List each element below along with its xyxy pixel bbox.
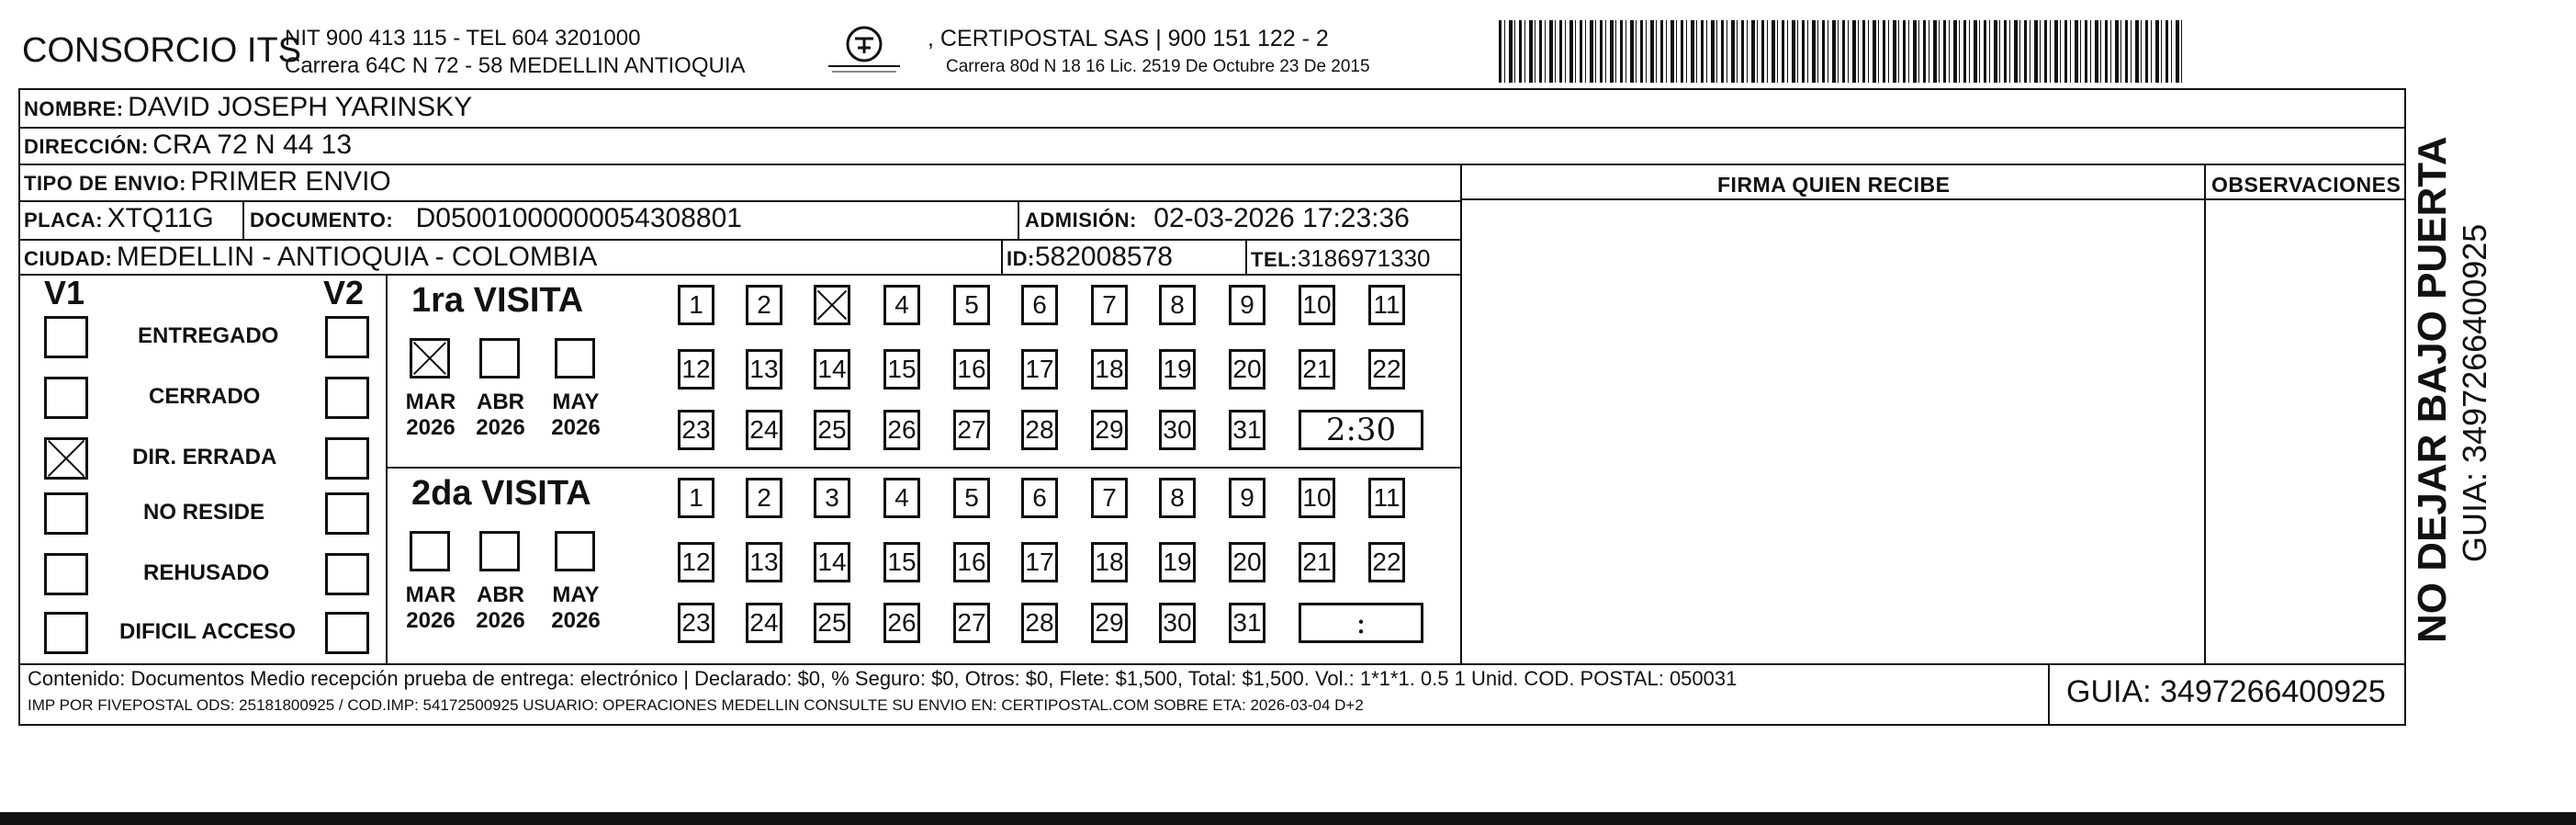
placa-label: PLACA: bbox=[24, 209, 104, 232]
month-checkbox[interactable] bbox=[479, 531, 520, 571]
month-label: MAY 2026 bbox=[551, 390, 601, 440]
day-box[interactable]: 7 bbox=[1091, 285, 1128, 325]
carrier-address: Carrera 80d N 18 16 Lic. 2519 De Octubre 23 De 2015 bbox=[946, 57, 1370, 76]
placa-cell bbox=[24, 203, 214, 234]
v2-checkbox[interactable] bbox=[325, 437, 369, 480]
company-address: Carrera 64C N 72 - 58 MEDELLIN ANTIOQUIA bbox=[285, 53, 746, 78]
barcode bbox=[1499, 20, 2183, 83]
day-box[interactable]: 17 bbox=[1021, 542, 1058, 582]
day-box[interactable]: 12 bbox=[678, 542, 714, 582]
day-box[interactable]: 26 bbox=[883, 410, 920, 450]
day-box[interactable]: 21 bbox=[1299, 349, 1335, 390]
observaciones-area[interactable] bbox=[2208, 202, 2402, 661]
direccion-label: DIRECCIÓN: bbox=[24, 135, 149, 158]
nombre-row bbox=[24, 92, 472, 123]
day-box[interactable]: 24 bbox=[746, 603, 782, 643]
day-box[interactable]: 3 bbox=[814, 478, 850, 518]
v1-checkbox[interactable] bbox=[44, 377, 88, 419]
ciudad-value: MEDELLIN - ANTIOQUIA - COLOMBIA bbox=[116, 242, 598, 272]
company-name: CONSORCIO ITS bbox=[22, 31, 302, 70]
direccion-row bbox=[24, 130, 352, 161]
ciudad-cell bbox=[24, 242, 597, 273]
admision-label: ADMISIÓN: bbox=[1025, 209, 1137, 232]
day-box[interactable]: 21 bbox=[1299, 542, 1335, 582]
day-box[interactable]: 25 bbox=[814, 603, 850, 643]
month-checkbox[interactable] bbox=[410, 531, 450, 571]
status-option-label: CERRADO bbox=[149, 384, 261, 409]
day-box[interactable]: 19 bbox=[1159, 349, 1196, 390]
day-box[interactable]: 15 bbox=[883, 349, 920, 390]
bottom-band bbox=[0, 812, 2576, 825]
day-box[interactable]: 20 bbox=[1229, 542, 1266, 582]
day-box[interactable]: 14 bbox=[814, 349, 850, 390]
day-box[interactable]: 30 bbox=[1159, 410, 1196, 450]
footer-imp: IMP POR FIVEPOSTAL ODS: 25181800925 / COD.IMP: 54172500925 USUARIO: OPERACIONES MEDELLIN CONSULTE SU ENVIO EN: CERTIPOSTAL.COM SOBRE ETA: 2026-03-04 D+2 bbox=[28, 696, 1364, 714]
status-option-label: DIFICIL ACCESO bbox=[119, 619, 297, 644]
no-dejar-bajo-puerta: NO DEJAR BAJO PUERTA bbox=[2410, 136, 2455, 643]
day-box[interactable]: 26 bbox=[883, 603, 920, 643]
direccion-value: CRA 72 N 44 13 bbox=[152, 130, 353, 160]
day-box[interactable]: 27 bbox=[953, 410, 990, 450]
documento-value: D05001000000054308801 bbox=[415, 203, 742, 233]
day-box[interactable] bbox=[814, 285, 850, 325]
observaciones-label: OBSERVACIONES bbox=[2211, 173, 2402, 197]
day-box[interactable]: 6 bbox=[1021, 285, 1058, 325]
carrier-name: , CERTIPOSTAL SAS | 900 151 122 - 2 bbox=[928, 26, 1329, 51]
day-box[interactable]: 16 bbox=[953, 542, 990, 582]
v2-checkbox[interactable] bbox=[325, 492, 369, 535]
day-box[interactable]: 23 bbox=[678, 410, 714, 450]
day-box[interactable]: 4 bbox=[883, 285, 920, 325]
v2-checkbox[interactable] bbox=[325, 553, 369, 595]
month-label: MAY 2026 bbox=[551, 582, 601, 633]
certipostal-logo bbox=[823, 24, 906, 81]
second-visit-title: 2da VISITA bbox=[411, 474, 591, 513]
day-box[interactable]: 31 bbox=[1229, 410, 1266, 450]
side-guia: GUIA: 3497266400925 bbox=[2456, 223, 2493, 562]
day-box[interactable]: 29 bbox=[1091, 410, 1128, 450]
day-box[interactable]: 17 bbox=[1021, 349, 1058, 390]
day-box[interactable]: 5 bbox=[953, 478, 990, 518]
v1-label: V1 bbox=[44, 274, 85, 311]
day-box[interactable]: 9 bbox=[1229, 285, 1266, 325]
day-box[interactable]: 8 bbox=[1159, 285, 1196, 325]
day-box[interactable]: 2 bbox=[746, 285, 782, 325]
v2-label: V2 bbox=[323, 274, 365, 311]
company-nit: NIT 900 413 115 - TEL 604 3201000 bbox=[285, 26, 641, 51]
footer-contenido: Contenido: Documentos Medio recepción prueba de entrega: electrónico | Declarado: $0, % Seguro: $0, Otros: $0, Flete: $1,500, Total: $1,500. Vol.: 1*1*1. 0.5 1 Unid. COD. POSTAL: 050031 bbox=[28, 667, 1738, 690]
id-value: 582008578 bbox=[1034, 242, 1173, 272]
day-box[interactable]: 9 bbox=[1229, 478, 1266, 518]
day-box[interactable]: 20 bbox=[1229, 349, 1266, 390]
day-box[interactable]: 5 bbox=[953, 285, 990, 325]
tel-value: 3186971330 bbox=[1297, 244, 1431, 272]
time-box[interactable]: 2:30 bbox=[1299, 410, 1423, 450]
month-checkbox[interactable] bbox=[555, 338, 595, 379]
day-box[interactable]: 28 bbox=[1021, 410, 1058, 450]
nombre-value: DAVID JOSEPH YARINSKY bbox=[128, 92, 473, 122]
id-cell bbox=[1007, 242, 1173, 273]
status-option-label: ENTREGADO bbox=[138, 323, 279, 348]
v1-checkbox[interactable] bbox=[44, 437, 88, 480]
month-label: MAR 2026 bbox=[405, 582, 456, 633]
month-checkbox[interactable] bbox=[479, 338, 520, 379]
first-visit-title: 1ra VISITA bbox=[411, 281, 584, 320]
time-box[interactable]: : bbox=[1299, 603, 1423, 643]
day-box[interactable]: 30 bbox=[1159, 603, 1196, 643]
day-box[interactable]: 4 bbox=[883, 478, 920, 518]
v2-checkbox[interactable] bbox=[325, 377, 369, 419]
day-box[interactable]: 2 bbox=[746, 478, 782, 518]
day-box[interactable]: 19 bbox=[1159, 542, 1196, 582]
day-box[interactable]: 28 bbox=[1021, 603, 1058, 643]
day-box[interactable]: 24 bbox=[746, 410, 782, 450]
month-label: ABR 2026 bbox=[476, 582, 525, 633]
day-box[interactable]: 13 bbox=[746, 542, 782, 582]
admision-cell bbox=[1025, 203, 1410, 234]
v1-checkbox[interactable] bbox=[44, 492, 88, 535]
day-box[interactable]: 6 bbox=[1021, 478, 1058, 518]
day-box[interactable]: 18 bbox=[1091, 349, 1128, 390]
day-box[interactable]: 15 bbox=[883, 542, 920, 582]
day-box[interactable]: 10 bbox=[1299, 478, 1335, 518]
month-label: ABR 2026 bbox=[476, 390, 525, 440]
tel-label: TEL: bbox=[1251, 248, 1298, 271]
day-box[interactable]: 7 bbox=[1091, 478, 1128, 518]
month-label: MAR 2026 bbox=[405, 390, 456, 440]
documento-label: DOCUMENTO: bbox=[250, 209, 394, 232]
day-box[interactable]: 8 bbox=[1159, 478, 1196, 518]
admision-value: 02-03-2026 17:23:36 bbox=[1153, 203, 1410, 233]
tipo-row bbox=[24, 166, 391, 198]
day-box[interactable]: 11 bbox=[1368, 285, 1405, 325]
day-box[interactable]: 27 bbox=[953, 603, 990, 643]
day-box[interactable]: 18 bbox=[1091, 542, 1128, 582]
day-box[interactable]: 22 bbox=[1368, 542, 1405, 582]
firma-label: FIRMA QUIEN RECIBE bbox=[1717, 173, 1951, 197]
v1-checkbox[interactable] bbox=[44, 612, 88, 654]
month-checkbox[interactable] bbox=[555, 531, 595, 571]
day-box[interactable]: 1 bbox=[678, 478, 714, 518]
day-box[interactable]: 16 bbox=[953, 349, 990, 390]
firma-area[interactable] bbox=[1464, 202, 2202, 661]
v2-checkbox[interactable] bbox=[325, 316, 369, 358]
day-box[interactable]: 23 bbox=[678, 603, 714, 643]
v2-checkbox[interactable] bbox=[325, 612, 369, 654]
v1-checkbox[interactable] bbox=[44, 316, 88, 358]
day-box[interactable]: 12 bbox=[678, 349, 714, 390]
ciudad-label: CIUDAD: bbox=[24, 247, 113, 270]
day-box[interactable]: 10 bbox=[1299, 285, 1335, 325]
v1-checkbox[interactable] bbox=[44, 553, 88, 595]
tipo-value: PRIMER ENVIO bbox=[190, 166, 391, 197]
status-option-label: NO RESIDE bbox=[143, 500, 265, 525]
day-box[interactable]: 29 bbox=[1091, 603, 1128, 643]
day-box[interactable]: 13 bbox=[746, 349, 782, 390]
footer-guia: GUIA: 3497266400925 bbox=[2066, 674, 2386, 709]
tel-cell bbox=[1251, 244, 1431, 273]
placa-value: XTQ11G bbox=[107, 203, 214, 233]
day-box[interactable]: 22 bbox=[1368, 349, 1405, 390]
status-option-label: REHUSADO bbox=[143, 560, 270, 585]
day-box[interactable]: 31 bbox=[1229, 603, 1266, 643]
day-box[interactable]: 1 bbox=[678, 285, 714, 325]
day-box[interactable]: 14 bbox=[814, 542, 850, 582]
status-option-label: DIR. ERRADA bbox=[132, 445, 277, 469]
id-label: ID: bbox=[1007, 247, 1035, 270]
month-checkbox[interactable] bbox=[410, 338, 450, 379]
nombre-label: NOMBRE: bbox=[24, 97, 124, 120]
day-box[interactable]: 25 bbox=[814, 410, 850, 450]
day-box[interactable]: 11 bbox=[1368, 478, 1405, 518]
tipo-label: TIPO DE ENVIO: bbox=[24, 172, 186, 195]
documento-cell bbox=[250, 203, 742, 234]
